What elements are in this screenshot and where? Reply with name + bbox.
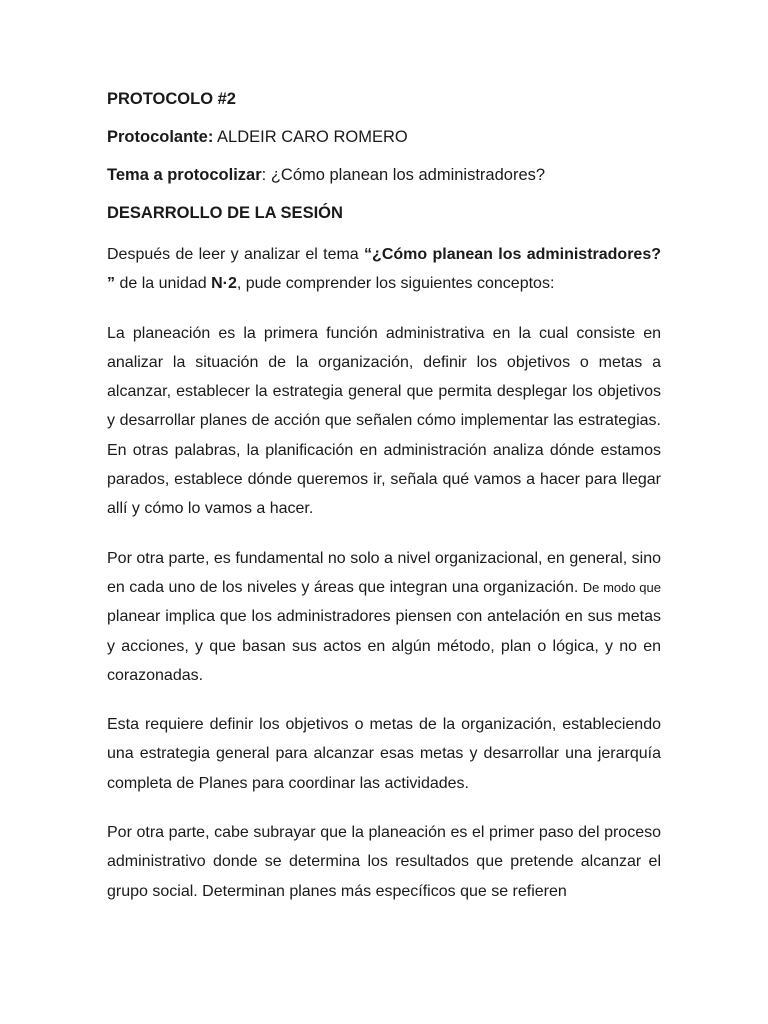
intro-unit: N·2 xyxy=(211,275,237,293)
document-title xyxy=(107,88,661,110)
section-heading xyxy=(107,202,661,224)
document-page xyxy=(107,88,661,926)
intro-topic: “¿Cómo planean los administradores? ” xyxy=(107,246,661,293)
document-title-text: PROTOCOLO #2 xyxy=(107,90,236,108)
tema-label: Tema a protocolizar xyxy=(107,166,262,184)
paragraph-2-text-1: Por otra parte, es fundamental no solo a nivel organizacional, en general, sino en cada uno de los niveles y áreas que integran una organización. xyxy=(107,549,661,596)
protocolante-value: ALDEIR CARO ROMERO xyxy=(213,128,408,146)
intro-text-3: , pude comprender los siguientes conceptos: xyxy=(236,275,555,293)
intro-text-2: de la unidad xyxy=(115,275,212,293)
protocolante-line xyxy=(107,126,661,148)
tema-value: : ¿Cómo planean los administradores? xyxy=(261,166,546,184)
intro-text-1: Después de leer y analizar el tema xyxy=(107,246,365,263)
protocolante-label: Protocolante: xyxy=(107,128,214,146)
section-heading-text: DESARROLLO DE LA SESIÓN xyxy=(107,204,343,222)
paragraph-2 xyxy=(107,544,661,690)
paragraph-2-small-text: De modo que xyxy=(582,579,661,595)
paragraph-2-text-2: planear implica que los administradores piensen con antelación en sus metas y acciones, y que basan sus actos en algún método, plan o lógica, y no en corazonadas. xyxy=(107,608,661,684)
intro-paragraph xyxy=(107,240,661,299)
paragraph-1: La planeación es la primera función administrativa en la cual consiste en analizar la situación de la organización, definir los objetivos o metas a alcanzar, establecer la estrategia general que permita desplegar los objetivos y desarrollar planes de acción que señalen cómo implementar las estrategias. En otras palabras, la planificación en administración analiza dónde estamos parados, establece dónde queremos ir, señala qué vamos a hacer para llegar allí y cómo lo vamos a hacer. xyxy=(107,324,661,518)
tema-line xyxy=(107,164,661,186)
paragraph-3: Esta requiere definir los objetivos o metas de la organización, estableciendo una estrategia general para alcanzar esas metas y desarrollar una jerarquía completa de Planes para coordinar las actividades. xyxy=(107,716,661,792)
paragraph-4: Por otra parte, cabe subrayar que la planeación es el primer paso del proceso administrativo donde se determina los resultados que pretende alcanzar el grupo social. Determinan planes más específicos que se refieren xyxy=(107,824,661,900)
